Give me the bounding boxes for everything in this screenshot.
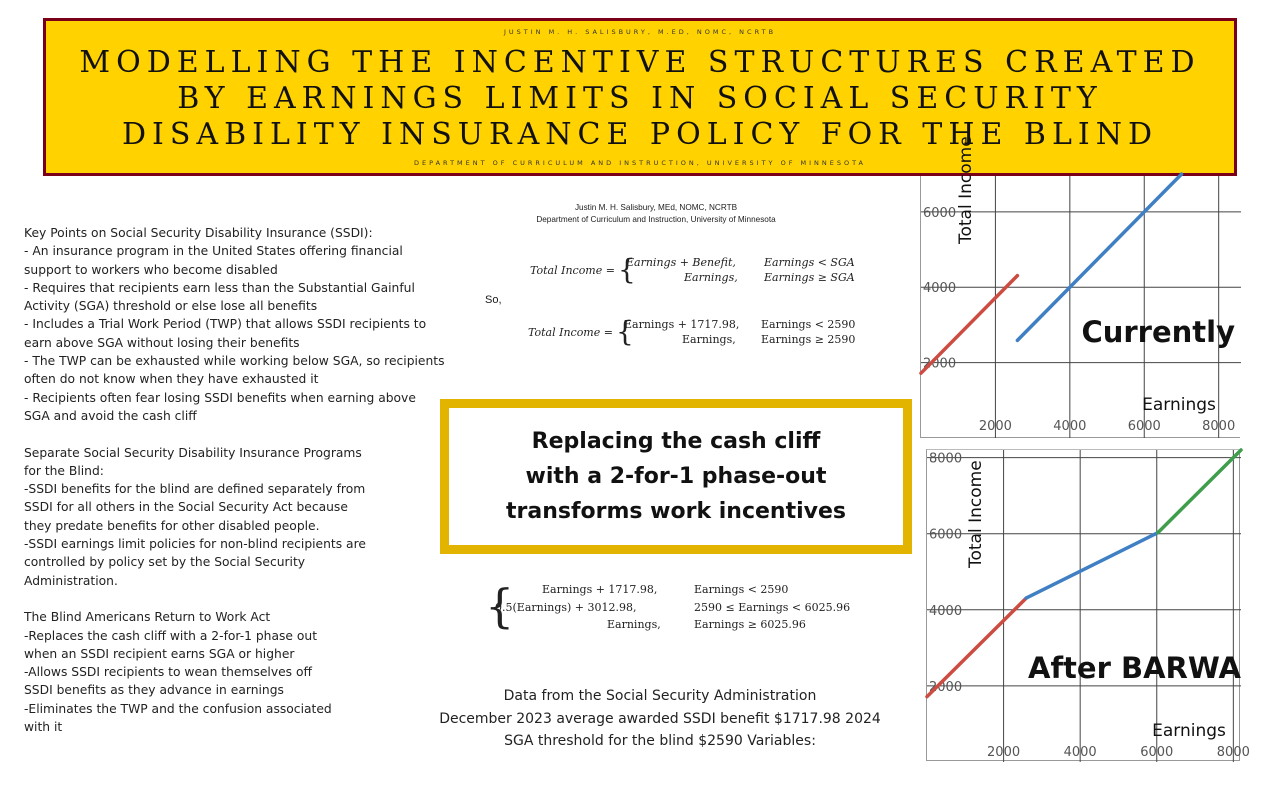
- text-line: -SSDI benefits for the blind are defined separately from: [24, 482, 366, 497]
- series-line: [1158, 450, 1241, 533]
- y-axis-label: Total Income: [956, 136, 976, 244]
- title-line: MODELLING THE INCENTIVE STRUCTURES CREATED: [79, 45, 1201, 80]
- text-line: support to workers who become disabled: [24, 262, 278, 277]
- key-message-callout: [440, 399, 912, 554]
- x-axis-label: Earnings: [1142, 395, 1216, 415]
- x-tick-label: 8000: [1202, 419, 1236, 434]
- y-tick-label: 4000: [929, 603, 963, 619]
- poster-title: [46, 45, 1234, 153]
- text-line: -Allows SSDI recipients to wean themselves off: [24, 665, 312, 680]
- text-line: when an SSDI recipient earns SGA or higher: [24, 646, 295, 661]
- text-line: -Eliminates the TWP and the confusion associated: [24, 701, 332, 716]
- equation-case-cond: Earnings ≥ SGA: [764, 271, 855, 284]
- data-source-note: [420, 685, 900, 753]
- note-line: SGA threshold for the blind $2590 Variables:: [504, 733, 816, 749]
- title-line: BY EARNINGS LIMITS IN SOCIAL SECURITY: [177, 81, 1103, 116]
- y-tick-label: 8000: [929, 451, 963, 467]
- text-line: Administration.: [24, 573, 118, 588]
- blind-programs-section: [24, 444, 464, 590]
- title-line: DISABILITY INSURANCE POLICY FOR THE BLIND: [121, 117, 1159, 152]
- so-label: So,: [485, 294, 502, 306]
- equation-case-cond: Earnings ≥ 2590: [761, 333, 856, 346]
- text-line: for the Blind:: [24, 463, 104, 478]
- brace-symbol: {: [616, 315, 634, 348]
- banner-department: DEPARTMENT OF CURRICULUM AND INSTRUCTION, UNIVERSITY OF MINNESOTA: [413, 159, 867, 167]
- equation-case-cond: Earnings < 2590: [694, 583, 789, 596]
- equation-lhs: Total Income =: [530, 264, 615, 277]
- callout-line: with a 2-for-1 phase-out: [525, 464, 827, 489]
- text-line: controlled by policy set by the Social Security: [24, 555, 306, 570]
- text-line: - Recipients often fear losing SSDI benefits when earning above: [24, 390, 416, 405]
- paper-header: [508, 202, 804, 225]
- text-line: SGA and avoid the cash cliff: [24, 408, 197, 423]
- chart-currently-svg: [921, 136, 1241, 438]
- text-line: Activity (SGA) threshold or else lose all benefits: [24, 299, 318, 314]
- equation-case-expr: Earnings,: [684, 271, 738, 284]
- chart-title: After BARWA: [1028, 651, 1241, 685]
- equation-case-cond: Earnings ≥ 6025.96: [694, 618, 806, 631]
- callout-line: transforms work incentives: [505, 499, 846, 524]
- equation-case-expr: Earnings,: [682, 333, 736, 346]
- equation-case-cond: Earnings < 2590: [761, 318, 856, 331]
- x-tick-label: 4000: [1063, 745, 1097, 760]
- equation-numeric: [528, 315, 868, 350]
- paper-author: Justin M. H. Salisbury, MEd, NOMC, NCRTB: [574, 203, 738, 212]
- note-line: Data from the Social Security Administration: [503, 688, 817, 704]
- text-line: - The TWP can be exhausted while working below SGA, so recipients: [24, 354, 445, 369]
- chart-after-barwa-svg: [927, 450, 1250, 762]
- equation-case-expr: Earnings + 1717.98,: [542, 583, 658, 596]
- header-banner: [43, 18, 1237, 176]
- paper-department: Department of Curriculum and Instruction, University of Minnesota: [536, 214, 776, 224]
- text-line: with it: [24, 720, 63, 735]
- y-tick-label: 2000: [923, 356, 957, 372]
- x-tick-label: 4000: [1053, 419, 1087, 434]
- x-tick-label: 2000: [987, 745, 1021, 760]
- equation-case-expr: Earnings,: [607, 618, 661, 631]
- x-tick-label: 6000: [1127, 419, 1161, 434]
- text-line: SSDI benefits as they advance in earnings: [24, 683, 284, 698]
- equation-case-cond: Earnings < SGA: [764, 256, 855, 269]
- text-line: often do not know when they have exhausted it: [24, 372, 319, 387]
- equation-case-expr: 0.5(Earnings) + 3012.98,: [495, 601, 637, 614]
- text-line: - An insurance program in the United States offering financial: [24, 244, 403, 259]
- brace-symbol: {: [485, 579, 515, 633]
- brace-symbol: {: [618, 253, 636, 286]
- text-line: - Includes a Trial Work Period (TWP) that allows SSDI recipients to: [24, 317, 427, 332]
- chart-currently: [920, 136, 1240, 438]
- chart-title: Currently: [1081, 315, 1235, 349]
- text-line: The Blind Americans Return to Work Act: [24, 610, 271, 625]
- equation-case-expr: Earnings + 1717.98,: [624, 318, 740, 331]
- equation-case-expr: Earnings + Benefit,: [626, 256, 736, 269]
- barwa-section: [24, 608, 464, 736]
- equation-general: [530, 253, 870, 288]
- banner-author: JUSTIN M. H. SALISBURY, M.ED, NOMC, NCRTB: [503, 28, 777, 36]
- x-axis-label: Earnings: [1152, 721, 1226, 741]
- text-line: - Requires that recipients earn less than the Substantial Gainful: [24, 280, 415, 295]
- text-line: Key Points on Social Security Disability Insurance (SSDI):: [24, 226, 373, 240]
- ssdi-key-points: [24, 224, 464, 425]
- text-line: earn above SGA without losing their benefits: [24, 335, 300, 350]
- y-tick-label: 6000: [923, 205, 957, 221]
- equation-barwa: [485, 579, 885, 635]
- equation-case-cond: 2590 ≤ Earnings < 6025.96: [694, 601, 851, 614]
- y-axis-label: Total Income: [966, 460, 986, 568]
- callout-content: [449, 408, 903, 545]
- text-line: -Replaces the cash cliff with a 2-for-1 phase out: [24, 628, 318, 643]
- text-line: Separate Social Security Disability Insurance Programs: [24, 445, 362, 460]
- note-line: December 2023 average awarded SSDI benefit $1717.98 2024: [439, 710, 881, 727]
- y-tick-label: 2000: [929, 679, 963, 695]
- equation-lhs: Total Income =: [528, 326, 613, 339]
- text-line: SSDI for all others in the Social Security Act because: [24, 500, 348, 515]
- series-line: [1026, 533, 1158, 598]
- x-tick-label: 2000: [978, 419, 1012, 434]
- y-tick-label: 6000: [929, 527, 963, 543]
- text-line: they predate benefits for other disabled people.: [24, 518, 320, 533]
- x-tick-label: 6000: [1140, 745, 1174, 760]
- callout-line: Replacing the cash cliff: [531, 429, 821, 454]
- text-line: -SSDI earnings limit policies for non-blind recipients are: [24, 537, 366, 552]
- y-tick-label: 4000: [923, 281, 957, 297]
- key-points-column: [24, 224, 464, 755]
- chart-after-barwa: [926, 449, 1250, 761]
- x-tick-label: 8000: [1216, 745, 1250, 760]
